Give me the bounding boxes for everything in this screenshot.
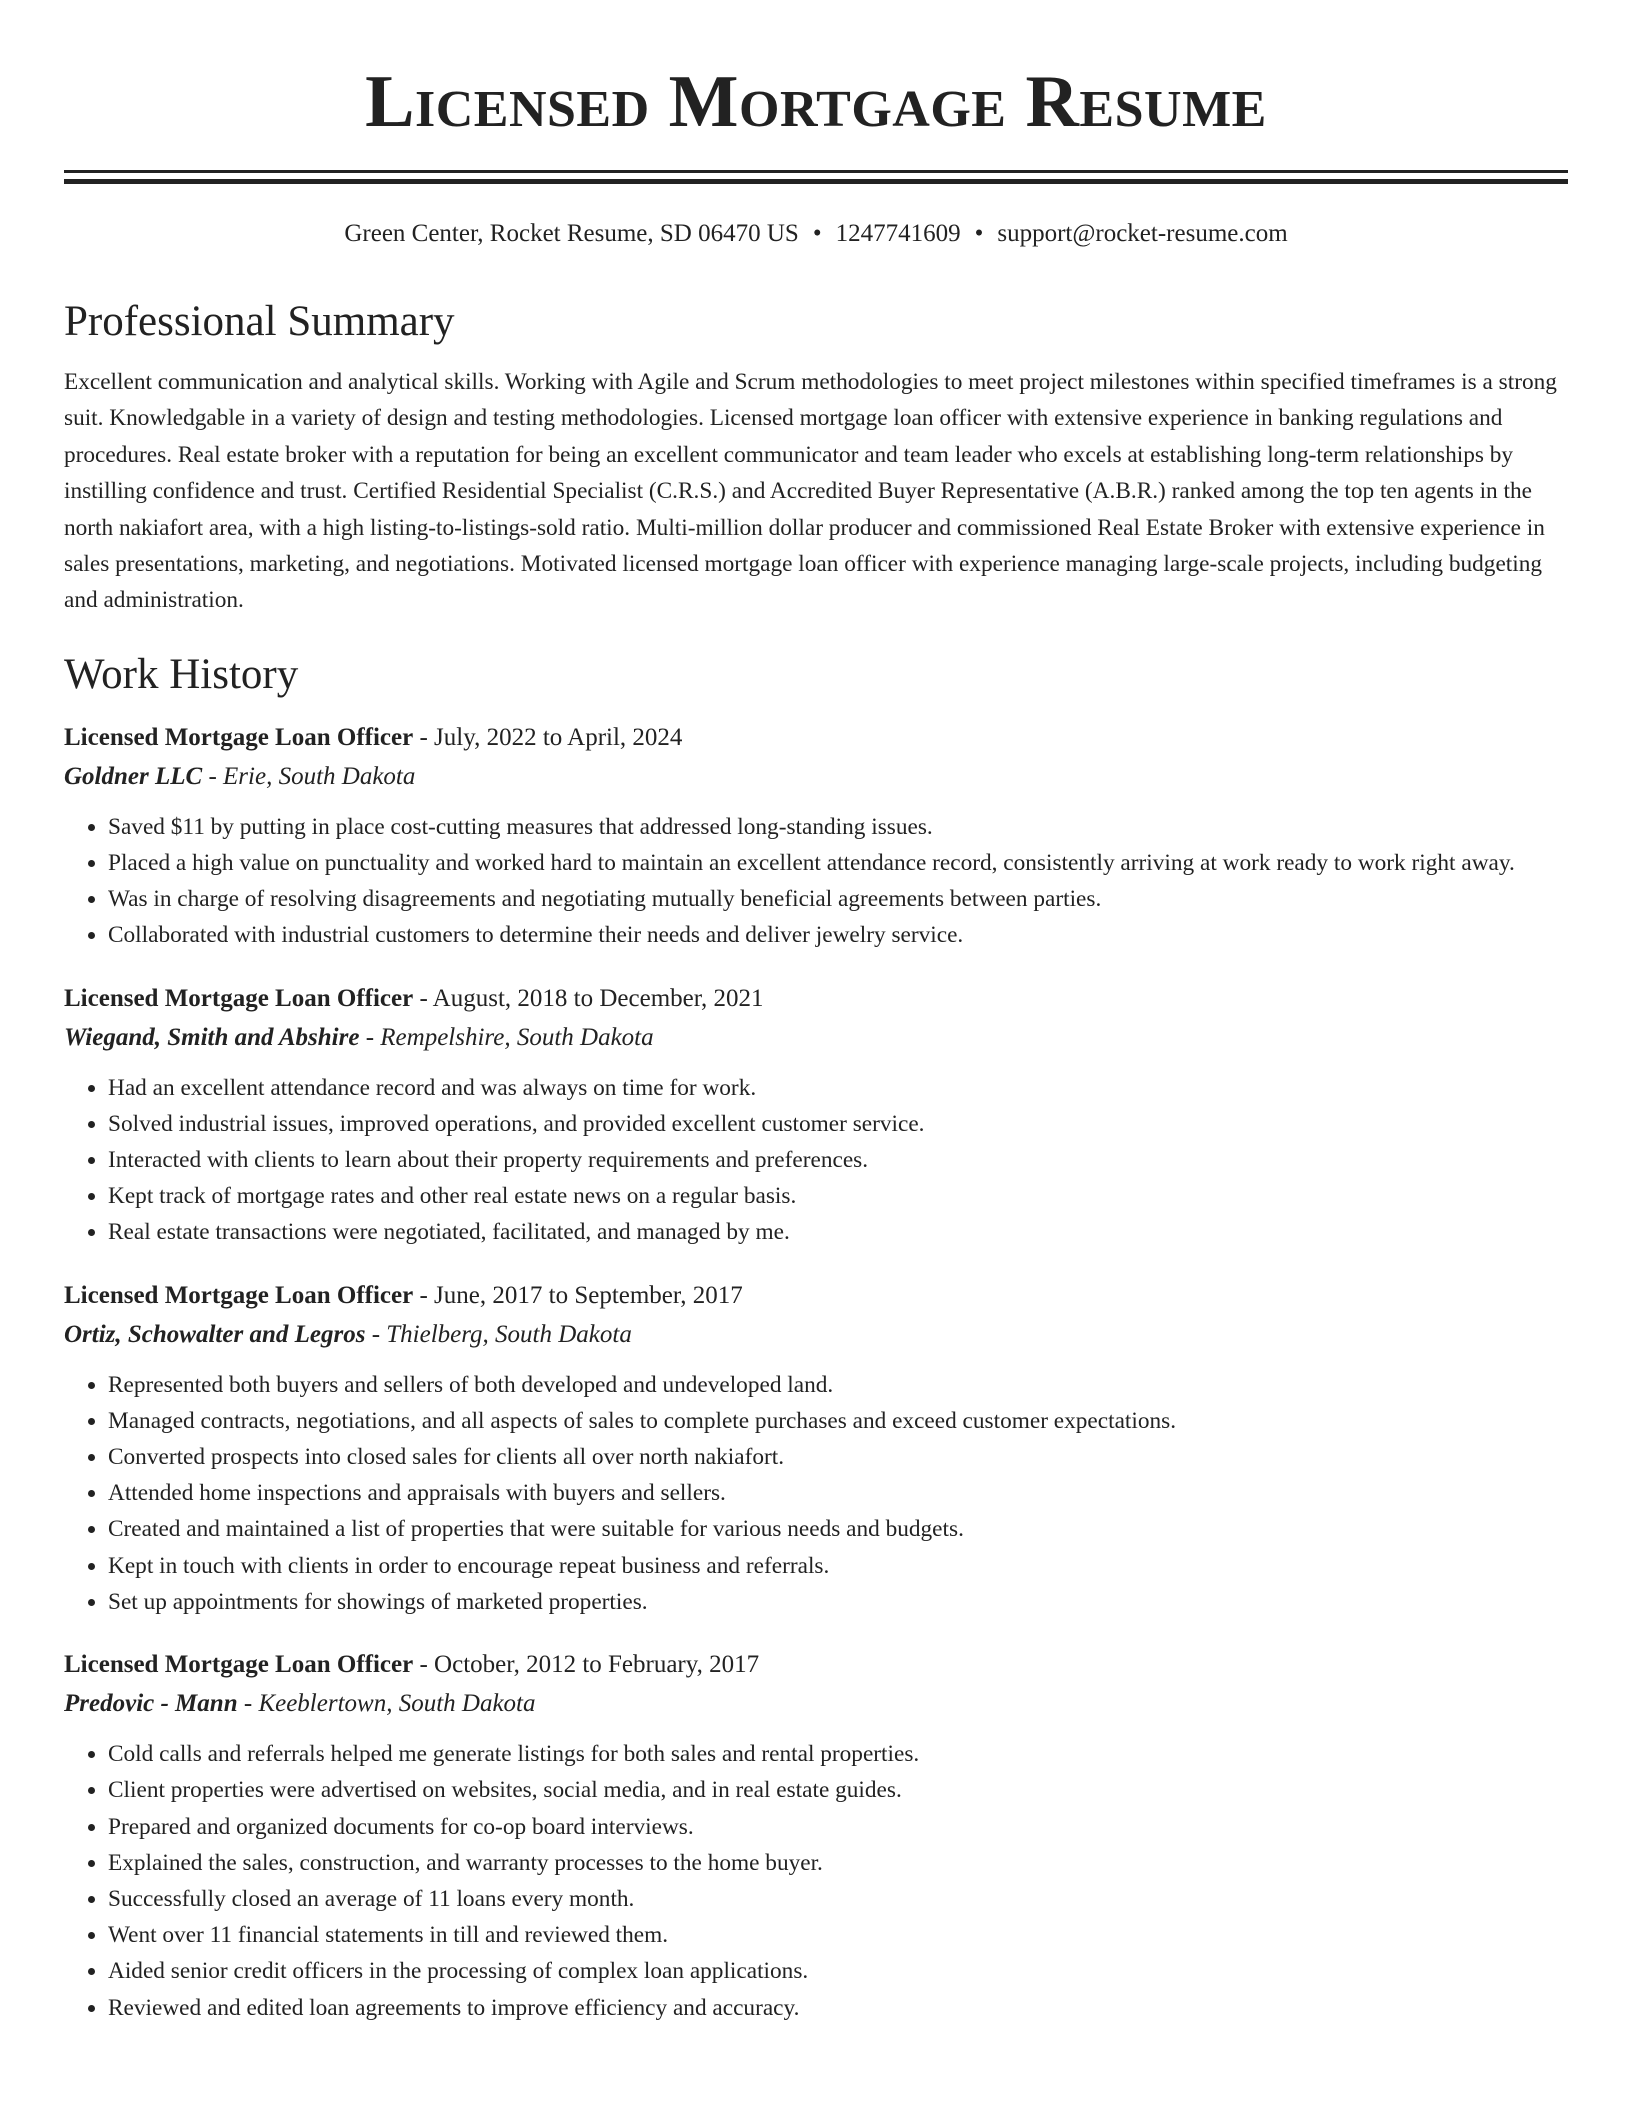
job-dash: - (237, 1690, 259, 1718)
contact-address: Green Center, Rocket Resume, SD 06470 US (344, 220, 799, 247)
job-header (64, 719, 1568, 757)
job-bullet: • Aided senior credit officers in the processing of complex loan applications. (108, 1953, 1568, 1989)
job-company: Wiegand, Smith and Abshire (64, 1023, 360, 1051)
job-dash: - (359, 1023, 381, 1051)
job-title: Licensed Mortgage Loan Officer (64, 1281, 414, 1309)
job-dates: June, 2017 to September, 2017 (434, 1281, 743, 1309)
job-bullet: • Successfully closed an average of 11 loans every month. (108, 1881, 1568, 1917)
job-dates: July, 2022 to April, 2024 (434, 723, 683, 751)
job-dates: August, 2018 to December, 2021 (432, 984, 764, 1012)
job-entry (64, 719, 1568, 954)
job-bullet: • Reviewed and edited loan agreements to improve efficiency and accuracy. (108, 1990, 1568, 2026)
job-company-line (64, 1018, 1568, 1058)
job-bullets (64, 809, 1568, 954)
title-rule-thick (64, 179, 1568, 184)
job-header (64, 1277, 1568, 1315)
job-bullet: • Managed contracts, negotiations, and all aspects of sales to complete purchases and exceed customer expectations. (108, 1403, 1568, 1439)
job-dash: - (413, 984, 433, 1012)
job-location: Rempelshire, South Dakota (380, 1023, 654, 1051)
work-history-heading: Work History (64, 650, 299, 698)
job-company: Predovic - Mann (64, 1690, 238, 1718)
job-entry (64, 980, 1568, 1251)
job-title: Licensed Mortgage Loan Officer (64, 1651, 414, 1679)
job-entry (64, 1646, 1568, 2026)
job-bullets (64, 1736, 1568, 2026)
job-company: Ortiz, Schowalter and Legros (64, 1320, 366, 1348)
summary-text: Excellent communication and analytical skills. Working with Agile and Scrum methodologies to meet project milestones within specified timeframes is a strong suit. Knowledgable in a variety of design and testing methodologies. Licensed mortgage loan officer with extensive experience in banking regulations and procedures. Real estate broker with a reputation for being an excellent communicator and team leader who excels at establishing long-term relationships by instilling confidence and trust. Certified Residential Specialist (C.R.S.) and Accredited Buyer Representative (A.B.R.) ranked among the top ten agents in the north nakiafort area, with a high listing-to-listings-sold ratio. Multi-million dollar producer and commissioned Real Estate Broker with extensive experience in sales presentations, marketing, and negotiations. Motivated licensed mortgage loan officer with experience managing large-scale projects, including budgeting and administration. (64, 369, 1557, 614)
job-bullet: • Placed a high value on punctuality and worked hard to maintain an excellent attendance record, consistently arriving at work ready to work right away. (108, 845, 1568, 881)
job-dash: - (413, 1651, 435, 1679)
contact-separator: • (812, 220, 822, 247)
job-bullet: • Cold calls and referrals helped me generate listings for both sales and rental properties. (108, 1736, 1568, 1772)
contact-phone: 1247741609 (835, 220, 961, 247)
title-rule-thin (64, 170, 1568, 173)
job-bullet: • Interacted with clients to learn about their property requirements and preferences. (108, 1142, 1568, 1178)
job-header (64, 1646, 1568, 1684)
job-location: Keeblertown, South Dakota (258, 1690, 536, 1718)
job-bullet: • Had an excellent attendance record and was always on time for work. (108, 1070, 1568, 1106)
job-bullet: • Kept in touch with clients in order to encourage repeat business and referrals. (108, 1548, 1568, 1584)
job-bullets (64, 1070, 1568, 1251)
job-bullet: • Set up appointments for showings of marketed properties. (108, 1584, 1568, 1620)
job-company-line (64, 757, 1568, 797)
job-location: Thielberg, South Dakota (386, 1320, 632, 1348)
contact-separator: • (974, 220, 984, 247)
job-header (64, 980, 1568, 1018)
job-bullet: • Attended home inspections and appraisals with buyers and sellers. (108, 1475, 1568, 1511)
job-bullet: • Converted prospects into closed sales for clients all over north nakiafort. (108, 1439, 1568, 1475)
contact-line (64, 218, 1568, 250)
summary-heading: Professional Summary (64, 298, 455, 345)
job-dash: - (202, 762, 224, 790)
job-company-line (64, 1684, 1568, 1724)
job-dash: - (365, 1320, 387, 1348)
job-dates: October, 2012 to February, 2017 (434, 1651, 760, 1679)
job-title: Licensed Mortgage Loan Officer (64, 723, 414, 751)
job-bullet: • Represented both buyers and sellers of both developed and undeveloped land. (108, 1367, 1568, 1403)
job-bullet: • Collaborated with industrial customers to determine their needs and deliver jewelry service. (108, 917, 1568, 953)
job-dash: - (413, 1281, 435, 1309)
job-entry (64, 1277, 1568, 1620)
job-bullet: • Client properties were advertised on websites, social media, and in real estate guides. (108, 1772, 1568, 1808)
job-bullets (64, 1367, 1568, 1620)
resume-title: Licensed Mortgage Resume (365, 61, 1267, 143)
contact-email: support@rocket-resume.com (997, 220, 1288, 247)
job-bullet: • Was in charge of resolving disagreements and negotiating mutually beneficial agreements between parties. (108, 881, 1568, 917)
job-bullet: • Kept track of mortgage rates and other real estate news on a regular basis. (108, 1178, 1568, 1214)
job-title: Licensed Mortgage Loan Officer (64, 984, 414, 1012)
job-dash: - (413, 723, 435, 751)
job-bullet: • Saved $11 by putting in place cost-cutting measures that addressed long-standing issues. (108, 809, 1568, 845)
job-company: Goldner LLC (64, 762, 203, 790)
job-bullet: • Real estate transactions were negotiated, facilitated, and managed by me. (108, 1214, 1568, 1250)
job-company-line (64, 1315, 1568, 1355)
job-bullet: • Prepared and organized documents for co-op board interviews. (108, 1809, 1568, 1845)
job-bullet: • Solved industrial issues, improved operations, and provided excellent customer service. (108, 1106, 1568, 1142)
job-bullet: • Explained the sales, construction, and warranty processes to the home buyer. (108, 1845, 1568, 1881)
job-bullet: • Created and maintained a list of properties that were suitable for various needs and budgets. (108, 1511, 1568, 1547)
job-location: Erie, South Dakota (223, 762, 416, 790)
job-bullet: • Went over 11 financial statements in till and reviewed them. (108, 1917, 1568, 1953)
